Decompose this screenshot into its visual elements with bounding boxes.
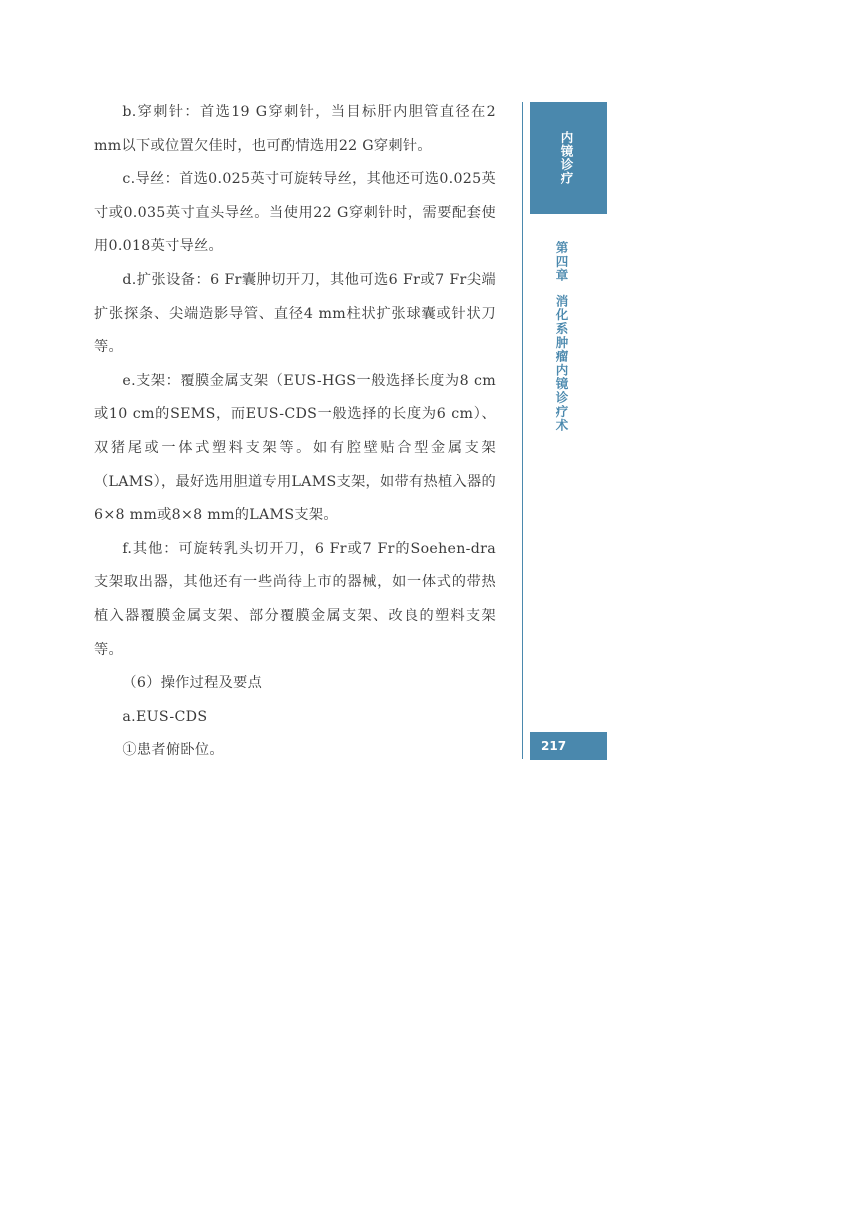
paragraph-other: f.其他：可旋转乳头切开刀，6 Fr或7 Fr的Soehen-dra支架取出器，其他还有一些尚待上市的器械，如一体式的带热植入器覆膜金属支架、部分覆膜金属支架、改良的塑料支架等。: [94, 540, 496, 658]
section-label: 内镜诊疗: [559, 131, 574, 185]
paragraph-guidewire: c.导丝：首选0.025英寸可旋转导丝，其他还可选0.025英寸或0.035英寸直头导丝。当使用22 G穿刺针时，需要配套使用0.018英寸导丝。: [94, 171, 496, 255]
sidebar-divider: [522, 102, 523, 759]
body-text: [94, 96, 496, 768]
chapter-number: 第四章: [554, 241, 569, 283]
paragraph-puncture-needle: b.穿刺针：首选19 G穿刺针，当目标肝内胆管直径在2 mm以下或位置欠佳时，也可酌情选用22 G穿刺针。: [94, 104, 496, 154]
step-1: ①患者俯卧位。: [122, 742, 224, 759]
section-heading: （6）操作过程及要点: [122, 675, 263, 692]
paragraph-dilation-device: d.扩张设备：6 Fr囊肿切开刀，其他可选6 Fr或7 Fr尖端扩张探条、尖端造影导管、直径4 mm柱状扩张球囊或针状刀等。: [94, 271, 496, 356]
subheading-eus-cds: a.EUS-CDS: [122, 708, 208, 725]
paragraph-stent: e.支架：覆膜金属支架（EUS-HGS一般选择长度为8 cm或10 cm的SEMS，而EUS-CDS一般选择的长度为6 cm）、双猪尾或一体式塑料支架等。如有腔壁贴合型金属支架（LAMS），最好选用胆道专用LAMS支架，如带有热植入器的6×8 mm或8×8 mm的LAMS支架。: [94, 372, 496, 524]
page-number: 217: [530, 732, 607, 760]
section-tab: [530, 102, 607, 214]
chapter-title: 消化系肿瘤内镜诊疗术: [554, 294, 569, 433]
chapter-heading: [553, 241, 570, 432]
